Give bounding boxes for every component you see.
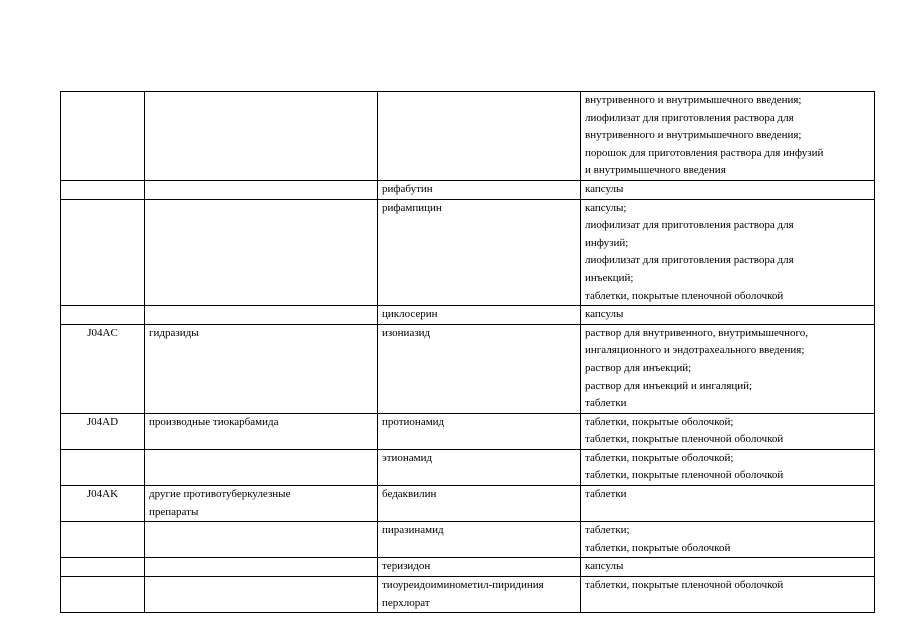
dosage-forms-cell: капсулы bbox=[581, 558, 875, 577]
drug-name-cell: протионамид bbox=[378, 413, 581, 449]
table-row bbox=[61, 577, 875, 613]
table-row bbox=[61, 413, 875, 449]
group-cell: другие противотуберкулезные препараты bbox=[145, 486, 378, 522]
dosage-forms-cell: таблетки bbox=[581, 486, 875, 522]
group-cell bbox=[145, 306, 378, 325]
atc-code-cell: J04AC bbox=[61, 324, 145, 413]
group-cell bbox=[145, 199, 378, 306]
table-row bbox=[61, 522, 875, 558]
table-row bbox=[61, 92, 875, 181]
atc-code-cell: J04AK bbox=[61, 486, 145, 522]
atc-code-cell: J04AD bbox=[61, 413, 145, 449]
atc-code-cell bbox=[61, 449, 145, 485]
drug-name-cell: изониазид bbox=[378, 324, 581, 413]
drug-name-cell: рифабутин bbox=[378, 180, 581, 199]
drug-name-cell: теризидон bbox=[378, 558, 581, 577]
atc-code-cell bbox=[61, 577, 145, 613]
table-row bbox=[61, 558, 875, 577]
drug-name-cell: пиразинамид bbox=[378, 522, 581, 558]
atc-code-cell bbox=[61, 306, 145, 325]
drug-name-cell: этионамид bbox=[378, 449, 581, 485]
group-cell bbox=[145, 558, 378, 577]
dosage-forms-cell: внутривенного и внутримышечного введения; лиофилизат для приготовления раствора для внутривенного и внутримышечного введения; порошок для приготовления раствора для инфузий и внутримышечного введения bbox=[581, 92, 875, 181]
table-row bbox=[61, 306, 875, 325]
table-row bbox=[61, 324, 875, 413]
table-row bbox=[61, 449, 875, 485]
atc-code-cell bbox=[61, 558, 145, 577]
drug-name-cell: бедаквилин bbox=[378, 486, 581, 522]
group-cell bbox=[145, 92, 378, 181]
drug-name-cell: рифампицин bbox=[378, 199, 581, 306]
group-cell bbox=[145, 522, 378, 558]
dosage-forms-cell: капсулы bbox=[581, 306, 875, 325]
drug-table bbox=[60, 91, 875, 613]
drug-name-cell: тиоуреидоиминометил-пиридиния перхлорат bbox=[378, 577, 581, 613]
group-cell bbox=[145, 577, 378, 613]
atc-code-cell bbox=[61, 522, 145, 558]
dosage-forms-cell: капсулы; лиофилизат для приготовления раствора для инфузий; лиофилизат для приготовления раствора для инъекций; таблетки, покрытые пленочной оболочкой bbox=[581, 199, 875, 306]
group-cell bbox=[145, 449, 378, 485]
table-row bbox=[61, 199, 875, 306]
atc-code-cell bbox=[61, 180, 145, 199]
dosage-forms-cell: таблетки, покрытые пленочной оболочкой bbox=[581, 577, 875, 613]
group-cell: производные тиокарбамида bbox=[145, 413, 378, 449]
group-cell: гидразиды bbox=[145, 324, 378, 413]
atc-code-cell bbox=[61, 92, 145, 181]
drug-name-cell bbox=[378, 92, 581, 181]
dosage-forms-cell: капсулы bbox=[581, 180, 875, 199]
table-row bbox=[61, 486, 875, 522]
drug-name-cell: циклосерин bbox=[378, 306, 581, 325]
group-cell bbox=[145, 180, 378, 199]
dosage-forms-cell: таблетки; таблетки, покрытые оболочкой bbox=[581, 522, 875, 558]
dosage-forms-cell: таблетки, покрытые оболочкой; таблетки, покрытые пленочной оболочкой bbox=[581, 449, 875, 485]
dosage-forms-cell: раствор для внутривенного, внутримышечного, ингаляционного и эндотрахеального введения; раствор для инъекций; раствор для инъекций и ингаляций; таблетки bbox=[581, 324, 875, 413]
dosage-forms-cell: таблетки, покрытые оболочкой; таблетки, покрытые пленочной оболочкой bbox=[581, 413, 875, 449]
table-row bbox=[61, 180, 875, 199]
atc-code-cell bbox=[61, 199, 145, 306]
